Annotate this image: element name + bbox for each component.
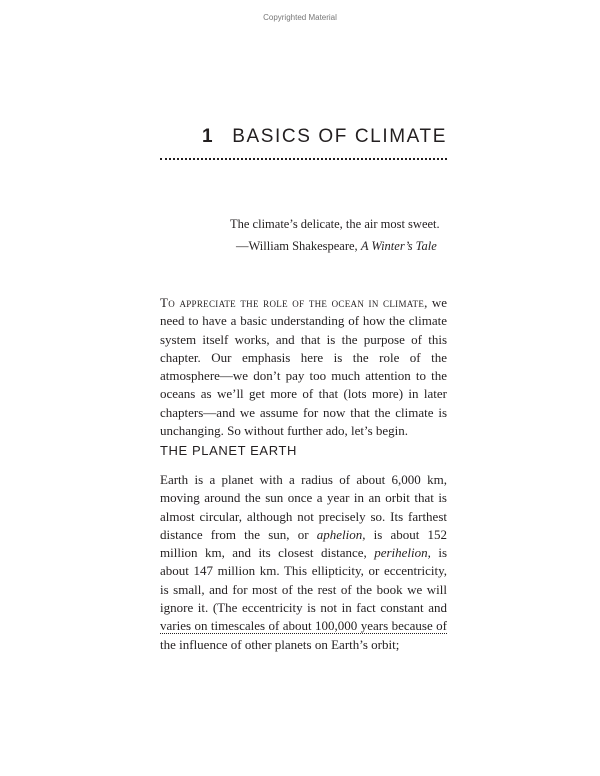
- epigraph-quote: The climate’s delicate, the air most sweet.: [230, 217, 440, 231]
- term-perihelion: perihelion,: [374, 545, 431, 561]
- epigraph: [230, 213, 440, 257]
- intro-lead: To appreciate the role of the ocean in climate,: [160, 295, 428, 310]
- chapter-title: BASICS OF CLIMATE: [232, 126, 447, 147]
- intro-paragraph: [160, 294, 447, 440]
- epigraph-attribution: [230, 235, 440, 257]
- section-text-1: Earth is a planet with a radius of about 6,000 km, moving around the sun once a year in an orbit that is almost circular, although not precisely so. Its farthest distance from the sun, or: [160, 472, 447, 542]
- chapter-heading: [202, 126, 447, 148]
- section-text-3: is about 147 million km. This ellipticity, or eccentricity, is small, and for most of the rest of the book we will ignore it. (The eccentricity is not in fact constant and varies on timescales of about 100,000 years because of the influence of other planets on Earth’s orbit;: [160, 545, 447, 652]
- epigraph-author: —William Shakespeare,: [236, 239, 361, 253]
- chapter-number: 1: [202, 126, 215, 147]
- section-heading: THE PLANET EARTH: [160, 443, 297, 458]
- intro-body: we need to have a basic understanding of how the climate system itself works, and that is the purpose of this chapter. Our emphasis here is the role of the atmosphere—we don’t pay too much attention to the oceans as we’ll get more of that (lots more) in later chapters—and we assume for now that the climate is unchanging. So without further ado, let’s begin.: [160, 295, 447, 439]
- section-text-2: is about 152 million km, and its closest distance,: [160, 526, 447, 561]
- section-paragraph: [160, 471, 447, 654]
- epigraph-work: A Winter’s Tale: [360, 239, 437, 253]
- copyright-notice: Copyrighted Material: [263, 13, 337, 22]
- page-footer-divider: [160, 633, 447, 634]
- term-aphelion: aphelion,: [316, 526, 366, 542]
- chapter-divider: [160, 158, 447, 160]
